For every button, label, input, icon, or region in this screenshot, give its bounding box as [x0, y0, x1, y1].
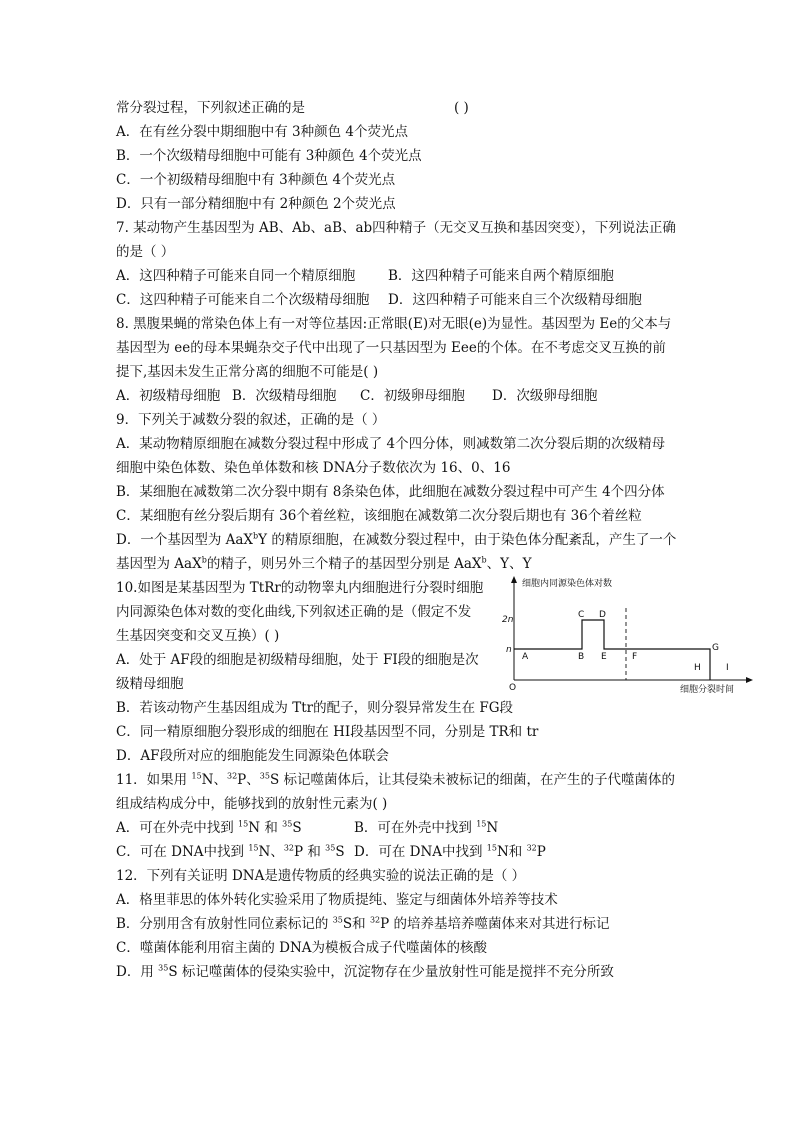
q11-option-d	[354, 844, 546, 860]
point-label-i: I	[726, 663, 729, 673]
q11-b-sup-15: 15	[476, 819, 487, 829]
q8-stem-line2: 基因型为 ee的母本果蝇杂交子代中出现了一只基因型为 Eee的个体。在不考虑交叉互换的前	[116, 340, 666, 356]
q7-option-a: A．这四种精子可能来自同一个精原细胞	[116, 268, 356, 284]
point-label-f: F	[632, 652, 638, 662]
q11-c-text-b: N、	[258, 844, 284, 860]
q12-b-text-b: S和	[342, 916, 370, 932]
q8-option-a: A．初级精母细胞	[116, 388, 221, 404]
q11-c-text-c: P 和	[294, 844, 326, 860]
q12-option-c: C．噬菌体能利用宿主菌的 DNA为模板合成子代噬菌体的核酸	[116, 940, 488, 956]
q11-a-sup-35: 35	[282, 819, 293, 829]
y-axis-arrow-icon	[511, 576, 517, 583]
q11-a-sup-15: 15	[238, 819, 249, 829]
q11-option-b	[354, 820, 498, 836]
q10-option-a-line1: A．处于 AF段的细胞是初级精母细胞，处于 FI段的细胞是次	[116, 652, 479, 668]
q9-d2-superscript-1: b	[201, 555, 207, 565]
curve-upper	[514, 620, 710, 660]
q11-stem-line1	[116, 772, 675, 788]
q11-a-text-b: N 和	[248, 820, 283, 836]
q12-option-d	[116, 964, 614, 980]
q9-d1-text-a: D．一个基因型为 AaX	[116, 532, 254, 548]
q8-option-b: B．次级精母细胞	[232, 388, 337, 404]
q9-d2-superscript-2: b	[481, 555, 487, 565]
q9-stem: 9．下列关于减数分裂的叙述，正确的是（ ）	[116, 412, 386, 428]
q7-option-d: D．这四种精子可能来自三个次级精母细胞	[388, 292, 642, 308]
q9-d2-text-a: 基因型为 AaX	[116, 556, 202, 572]
q11-b-text-b: N	[486, 820, 499, 836]
q11-d-sup-32: 32	[526, 843, 537, 853]
point-label-b: B	[578, 652, 585, 662]
graph-svg	[500, 574, 756, 700]
q10-stem-line2: 内同源染色体对数的变化曲线,下列叙述正确的是（假定不发	[116, 604, 472, 620]
q11-d-sup-15: 15	[486, 843, 497, 853]
q12-d-text-b: S 标记噬菌体的侵染实验中，沉淀物存在少量放射性可能是搅拌不充分所致	[168, 964, 614, 980]
q8-option-c: C．初级卵母细胞	[360, 388, 465, 404]
q11-d-text-b: N和	[496, 844, 527, 860]
q11-c-sup-32: 32	[283, 843, 294, 853]
x-axis-label: 细胞分裂时间	[680, 685, 735, 695]
q9-option-a-line1: A．某动物精原细胞在减数分裂过程中形成了 4个四分体，则减数第二次分裂后期的次级精母	[116, 436, 666, 452]
y-axis-label: 细胞内同源染色体对数	[522, 579, 613, 589]
q7-option-c: C．这四种精子可能来自二个次级精母细胞	[116, 292, 370, 308]
q10-option-c: C．同一精原细胞分裂形成的细胞在 HI段基因型不同，分别是 TR和 tr	[116, 724, 539, 740]
q10-option-d: D．AF段所对应的细胞能发生同源染色体联会	[116, 748, 389, 764]
q9-option-b: B．某细胞在减数第二次分裂中期有 8条染色体，此细胞在减数分裂过程中可产生 4个四分体	[116, 484, 665, 500]
q6-option-b: B．一个次级精母细胞中可能有 3种颜色 4个荧光点	[116, 148, 422, 164]
q9-option-d-line1	[116, 532, 676, 548]
point-label-a: A	[522, 652, 529, 662]
q11-a-text-a: A．可在外壳中找到	[116, 820, 239, 836]
q11-text-c: P、	[237, 772, 260, 788]
q10-chromosome-pair-graph	[500, 574, 756, 700]
q11-d-text-a: D．可在 DNA中找到	[354, 844, 487, 860]
point-label-h: H	[694, 663, 701, 673]
q9-option-c: C．某细胞有丝分裂后期有 36个着丝粒，该细胞在减数第二次分裂后期也有 36个着丝粒	[116, 508, 642, 524]
q8-stem-line3: 提下,基因未发生正常分离的细胞不可能是( )	[116, 364, 379, 380]
q11-c-sup-35: 35	[325, 843, 336, 853]
q11-c-text-d: S	[335, 844, 345, 860]
q10-option-a-line2: 级精母细胞	[116, 676, 184, 692]
origin-label: O	[509, 683, 517, 693]
q11-option-c	[116, 844, 345, 860]
q6-answer-paren: ( )	[454, 100, 469, 116]
q11-text-a: 11．如果用	[116, 772, 192, 788]
q10-option-b: B．若该动物产生基因组成为 Ttr的配子，则分裂异常发生在 FG段	[116, 700, 514, 716]
q6-stem-text: 常分裂过程，下列叙述正确的是	[116, 100, 305, 116]
q11-a-text-c: S	[292, 820, 302, 836]
q11-b-text-a: B．可在外壳中找到	[354, 820, 477, 836]
q10-stem-line3: 生基因突变和交叉互换）( )	[116, 628, 280, 644]
x-axis-arrow-icon	[746, 677, 753, 683]
q8-option-d: D．次级卵母细胞	[492, 388, 598, 404]
q9-d1-superscript: b	[253, 531, 259, 541]
q7-stem-line2: 的是（ ）	[116, 244, 175, 260]
q8-stem-line1: 8. 黑腹果蝇的常染色体上有一对等位基因:正常眼(E)对无眼(e)为显性。基因型为 Ee的父本与	[116, 316, 672, 332]
q12-option-b	[116, 916, 610, 932]
q6-option-c: C．一个初级精母细胞中有 3种颜色 4个荧光点	[116, 172, 396, 188]
q9-option-a-line2: 细胞中染色体数、染色单体数和核 DNA分子数依次为 16、0、16	[116, 460, 511, 476]
q12-b-sup-32: 32	[369, 915, 381, 925]
q12-d-text-a: D．用	[116, 964, 159, 980]
q11-sup-15: 15	[191, 771, 202, 781]
q6-option-a: A．在有丝分裂中期细胞中有 3种颜色 4个荧光点	[116, 124, 409, 140]
q11-d-text-c: P	[536, 844, 546, 860]
q7-option-b: B．这四种精子可能来自两个精原细胞	[388, 268, 614, 284]
tick-label-2n: 2n	[502, 615, 514, 625]
q11-text-b: N、	[201, 772, 227, 788]
q6-stem-tail	[116, 100, 305, 116]
q9-d2-text-b: 的精子，则另外三个精子的基因型分别是 AaX	[206, 556, 482, 572]
q11-c-sup-15: 15	[248, 843, 259, 853]
q11-text-d: S 标记噬菌体后，让其侵染未被标记的细菌，在产生的子代噬菌体的	[269, 772, 675, 788]
point-label-c: C	[578, 610, 585, 620]
q7-stem-line1: 7. 某动物产生基因型为 AB、Ab、aB、ab四种精子（无交叉互换和基因突变），下列说法正确	[116, 220, 676, 236]
q11-stem-line2: 组成结构成分中，能够找到的放射性元素为( )	[116, 796, 388, 812]
point-label-d: D	[599, 610, 606, 620]
q12-stem: 12．下列有关证明 DNA是遗传物质的经典实验的说法正确的是（ ）	[116, 868, 526, 884]
q12-b-text-c: P 的培养基培养噬菌体来对其进行标记	[380, 916, 610, 932]
q9-d2-text-c: 、Y、Y	[486, 556, 532, 572]
q12-option-a: A．格里菲思的体外转化实验采用了物质提纯、鉴定与细菌体外培养等技术	[116, 892, 558, 908]
point-label-e: E	[601, 652, 607, 662]
q11-sup-32: 32	[226, 771, 238, 781]
q6-option-d: D．只有一部分精细胞中有 2种颜色 2个荧光点	[116, 196, 396, 212]
q10-stem-line1: 10.如图是某基因型为 TtRr的动物睾丸内细胞进行分裂时细胞	[116, 580, 484, 596]
point-label-g: G	[712, 643, 719, 653]
tick-label-n: n	[506, 645, 512, 655]
q11-option-a	[116, 820, 302, 836]
q12-b-sup-35: 35	[332, 915, 343, 925]
q12-d-sup-35: 35	[158, 963, 169, 973]
q9-option-d-line2	[116, 556, 531, 572]
q9-d1-text-b: Y 的精原细胞，在减数分裂过程中，由于染色体分配紊乱，产生了一个	[258, 532, 677, 548]
q11-sup-35: 35	[259, 771, 270, 781]
q11-c-text-a: C．可在 DNA中找到	[116, 844, 249, 860]
q12-b-text-a: B．分别用含有放射性同位素标记的	[116, 916, 333, 932]
